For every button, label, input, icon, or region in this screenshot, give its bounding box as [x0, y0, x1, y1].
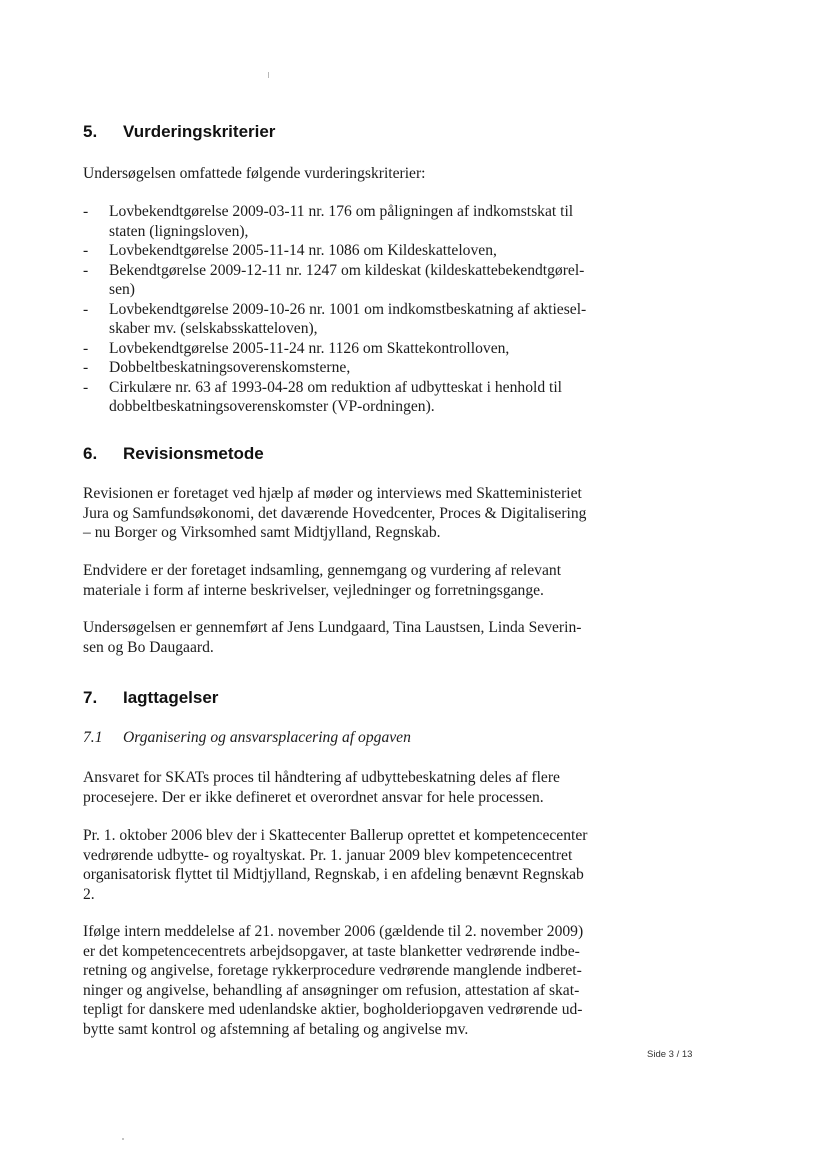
bullet-dash: - — [83, 261, 89, 279]
subsection-7-1-title: Organisering og ansvarsplacering af opgaven — [123, 729, 411, 746]
bullet-dash: - — [83, 359, 89, 376]
list-item-line: Bekendtgørelse 2009-12-11 nr. 1247 om kildeskat (kildeskattebekendtgørel- — [109, 261, 585, 279]
page-number: Side 3 / 13 — [647, 1049, 693, 1060]
section-5-intro-text: Undersøgelsen omfattede følgende vurderingskriterier: — [83, 165, 426, 182]
paragraph-line: ninger og angivelse, behandling af ansøgninger om refusion, attestation af skat- — [83, 981, 580, 999]
bullet-dash: - — [83, 300, 89, 318]
section-7-paragraph-2 — [83, 826, 643, 904]
criteria-list-item — [83, 261, 586, 300]
paragraph-line: procesejere. Der er ikke defineret et overordnet ansvar for hele processen. — [83, 788, 544, 806]
section-6-paragraph-3 — [83, 618, 643, 657]
list-item-line: Dobbeltbeskatningsoverenskomsterne, — [109, 359, 351, 376]
section-7-paragraph-1 — [83, 768, 643, 807]
section-5-heading — [83, 122, 275, 142]
list-item-line: Lovbekendtgørelse 2005-11-14 nr. 1086 om Kildeskatteloven, — [109, 242, 497, 259]
section-7-paragraph-3 — [83, 922, 643, 1039]
paragraph-line: Ifølge intern meddelelse af 21. november 2006 (gældende til 2. november 2009) — [83, 923, 584, 940]
paragraph-line: tepligt for danskere med udenlandske aktier, bogholderiopgaven vedrørende ud- — [83, 1001, 583, 1018]
section-7-heading — [83, 688, 218, 708]
paragraph-line: – nu Borger og Virksomhed samt Midtjylland, Regnskab. — [83, 524, 441, 541]
list-item-line: staten (ligningsloven), — [109, 222, 249, 240]
section-6-paragraph-1 — [83, 484, 643, 543]
paragraph-line: Endvidere er der foretaget indsamling, gennemgang og vurdering af relevant — [83, 562, 562, 579]
section-5-number: 5. — [83, 122, 98, 141]
bullet-dash: - — [83, 339, 89, 357]
bullet-dash: - — [83, 203, 89, 220]
list-item-line: Lovbekendtgørelse 2005-11-24 nr. 1126 om Skattekontrolloven, — [109, 339, 510, 357]
criteria-list-item — [83, 241, 586, 261]
paragraph-line: Jura og Samfundsøkonomi, det daværende Hovedcenter, Proces & Digitalisering — [83, 504, 587, 522]
paragraph-line: Ansvaret for SKATs proces til håndtering af udbyttebeskatning deles af flere — [83, 769, 560, 786]
subsection-7-1-heading — [83, 729, 411, 747]
scan-mark — [268, 72, 269, 78]
paragraph-line: retning og angivelse, foretage rykkerprocedure vedrørende manglende indberet- — [83, 962, 582, 979]
scan-speck — [122, 1138, 124, 1140]
paragraph-line: Revisionen er foretaget ved hjælp af møder og interviews med Skatteministeriet — [83, 485, 582, 502]
section-7-number: 7. — [83, 688, 98, 707]
criteria-list — [83, 202, 586, 417]
subsection-7-1-number: 7.1 — [83, 729, 103, 746]
paragraph-line: vedrørende udbytte- og royaltyskat. Pr. 1. januar 2009 blev kompetencecentret — [83, 846, 573, 864]
paragraph-line: materiale i form af interne beskrivelser, vejledninger og forretningsgange. — [83, 581, 544, 599]
list-item-line: dobbeltbeskatningsoverenskomster (VP-ordningen). — [109, 398, 435, 415]
paragraph-line: Pr. 1. oktober 2006 blev der i Skattecenter Ballerup oprettet et kompetencecenter — [83, 827, 588, 844]
paragraph-line: sen og Bo Daugaard. — [83, 638, 214, 656]
bullet-dash: - — [83, 242, 89, 259]
section-6-number: 6. — [83, 444, 98, 463]
criteria-list-item — [83, 378, 586, 417]
list-item-line: sen) — [109, 281, 135, 298]
section-6-title: Revisionsmetode — [123, 444, 264, 463]
bullet-dash: - — [83, 378, 89, 396]
paragraph-line: bytte samt kontrol og afstemning af betaling og angivelse mv. — [83, 1020, 469, 1038]
section-6-heading — [83, 444, 264, 464]
section-7-title: Iagttagelser — [123, 688, 219, 707]
list-item-line: skaber mv. (selskabsskatteloven), — [109, 320, 318, 337]
criteria-list-item — [83, 300, 586, 339]
criteria-list-item — [83, 358, 586, 378]
section-5-intro — [83, 164, 643, 184]
section-5-title: Vurderingskriterier — [123, 122, 276, 141]
paragraph-line: organisatorisk flyttet til Midtjylland, Regnskab, i en afdeling benævnt Regnskab — [83, 866, 584, 883]
criteria-list-item — [83, 202, 586, 241]
list-item-line: Cirkulære nr. 63 af 1993-04-28 om reduktion af udbytteskat i henhold til — [109, 378, 563, 396]
list-item-line: Lovbekendtgørelse 2009-03-11 nr. 176 om påligningen af indkomstskat til — [109, 203, 574, 220]
paragraph-line: 2. — [83, 885, 95, 903]
paragraph-line: Undersøgelsen er gennemført af Jens Lundgaard, Tina Laustsen, Linda Severin- — [83, 619, 582, 636]
list-item-line: Lovbekendtgørelse 2009-10-26 nr. 1001 om indkomstbeskatning af aktiesel- — [109, 300, 587, 318]
criteria-list-item — [83, 339, 586, 359]
paragraph-line: er det kompetencecentrets arbejdsopgaver, at taste blanketter vedrørende indbe- — [83, 942, 580, 960]
section-6-paragraph-2 — [83, 561, 643, 600]
